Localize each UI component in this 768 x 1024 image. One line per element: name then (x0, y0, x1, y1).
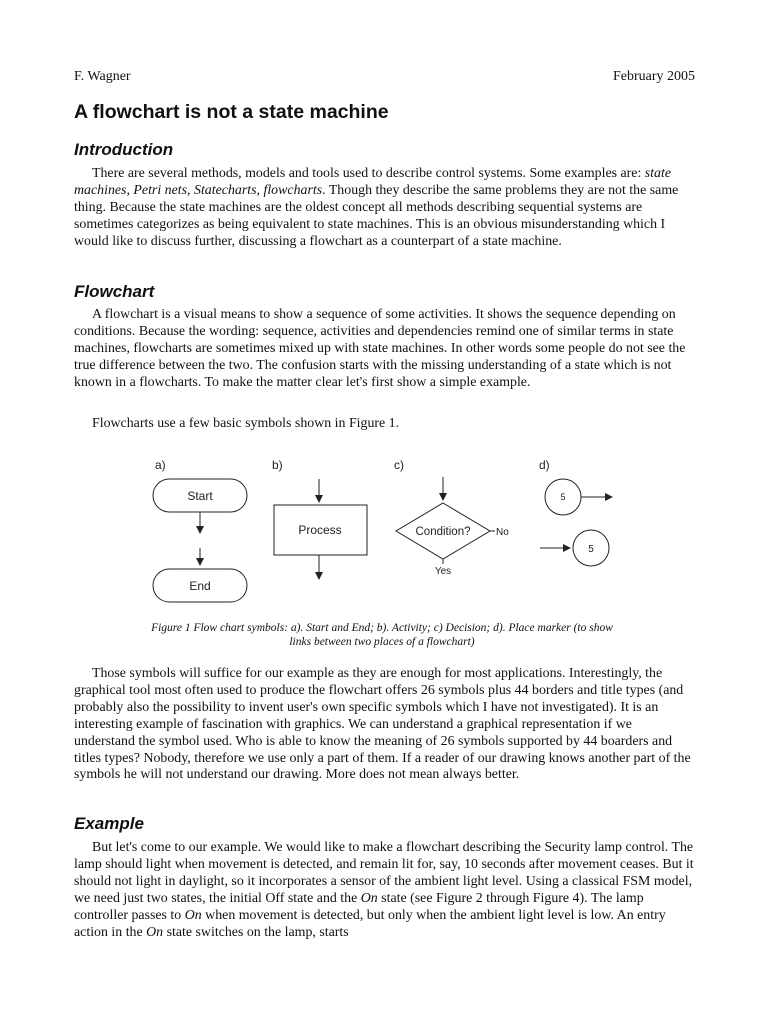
section-heading-flowchart: Flowchart (74, 282, 155, 301)
no-label: No (496, 527, 509, 538)
figure-caption: Figure 1 Flow chart symbols: a). Start and End; b). Activity; c) Decision; d). Place marker (to show links between two places of a flowchart) (151, 622, 613, 648)
section-heading-introduction: Introduction (74, 140, 174, 159)
flowchart-paragraph-2: Flowcharts use a few basic symbols shown in Figure 1. (92, 416, 400, 431)
introduction-paragraph: There are several methods, models and tools used to describe control systems. Some examples are: state machines, Petri nets, Statecharts, flowcharts. Though they describe the same problems they are not the same thing. Because the state machines are the oldest concept all methods describing sequential systems are sometimes categorizes as being equivalent to state machines. This is an obvious misunderstanding which I would like to discuss further, discussing a flowchart as a counterpart of a state machine. (74, 166, 679, 249)
yes-label: Yes (434, 566, 452, 577)
page-title: A flowchart is not a state machine (74, 101, 389, 123)
condition-label: Condition? (415, 526, 471, 538)
document-date: February 2005 (612, 69, 695, 84)
start-label: Start (187, 489, 213, 503)
figure-flowchart-symbols (150, 455, 620, 605)
figure-label-b: b) (272, 458, 283, 472)
figure-label-d: d) (539, 458, 550, 472)
place-marker-incoming-label: 5 (588, 544, 594, 555)
figure-label-a: a) (155, 458, 166, 472)
author-name: F. Wagner (74, 69, 131, 84)
flowchart-paragraph-3: Those symbols will suffice for our example as they are enough for most applications. Interestingly, the graphical tool most often used to produce the flowchart offers 26 symbols plus 44 borders and title types (and probably also the possibility to invent user's own specific symbols which I have not investigated). It is an interesting example of fascination with graphics. We can understand a graphical representation if we understand the symbol used. Who is able to know the meaning of 26 symbols supported by 44 boarders and titles types? Nobody, therefore we use only a part of them. If a reader of our drawing knows another part of the symbols he will not understand our drawing. More does not mean always better. (74, 666, 691, 783)
process-label: Process (298, 523, 342, 537)
place-marker-outgoing-label: 5 (560, 492, 566, 502)
figure-label-c: c) (394, 458, 404, 472)
example-paragraph: But let's come to our example. We would like to make a flowchart describing the Security lamp control. The lamp should light when movement is detected, and remain lit for, say, 10 seconds after movement ceases. But it should not light in daylight, so it incorporates a sensor of the ambient light level. Using a classical FSM model, we need just two states, the initial Off state and the On state (see Figure 2 through Figure 4). The lamp controller passes to On when movement is detected, but only when the ambient light level is low. An entry action in the On state switches on the lamp, starts (74, 840, 694, 940)
flowchart-paragraph-1: A flowchart is a visual means to show a sequence of some activities. It shows the sequence depending on conditions. Because the wording: sequence, activities and dependencies remind one of similar terms in state machines, flowcharts are sometimes mixed up with state machines. In other words some people do not see the true difference between the two. The confusion starts with the missing understanding of a state which is not known in a flowcharts. To make the matter clear let's first show a simple example. (74, 307, 686, 390)
end-label: End (189, 579, 211, 593)
section-heading-example: Example (74, 814, 144, 833)
